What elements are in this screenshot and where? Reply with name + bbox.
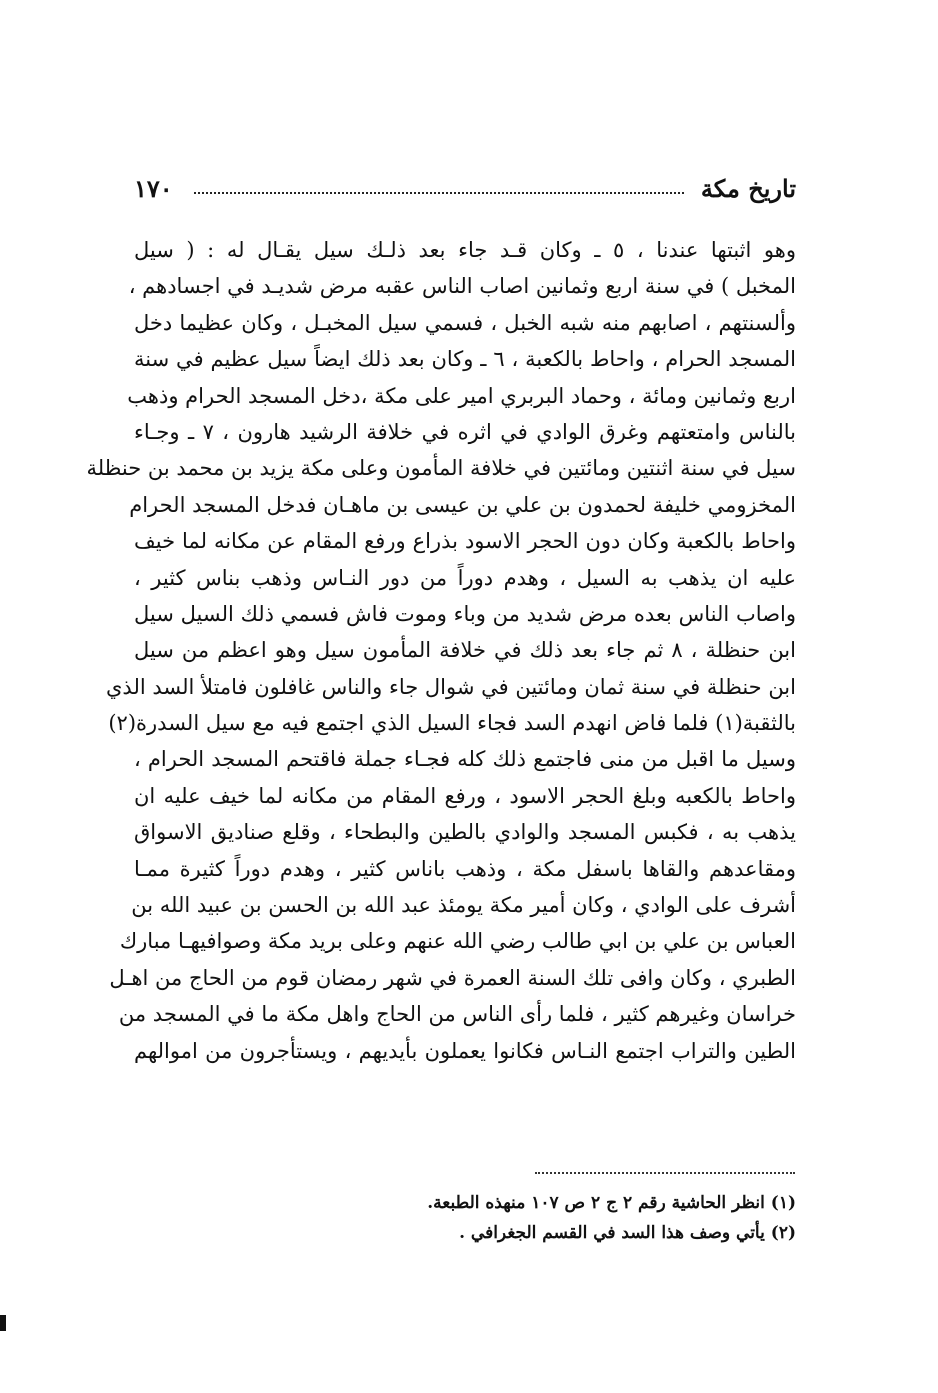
text-line: اربع وثمانين ومائة ، وحماد البربري امير على مكة ،دخل المسجد الحرام وذهب: [127, 383, 796, 408]
text-line: المسجد الحرام ، واحاط بالكعبة ، ٦ ـ وكان بعد ذلك ايضاً سيل عظيم في سنة: [134, 347, 796, 372]
text-line: وألسنتهم ، اصابهم منه شبه الخبل ، فسمي سيل المخبـل ، وكان عظيما دخل: [134, 310, 796, 335]
text-line: خراسان وغيرهم كثير ، فلما رأى الناس من الحاج واهل مكة ما في المسجد من: [118, 1002, 796, 1027]
text-line: وسيل ما اقبل من منى فاجتمع ذلك كله فجـاء جملة فاقتحم المسجد الحرام ،: [134, 747, 796, 772]
running-header: [134, 172, 796, 212]
header-dotted-leader: [194, 192, 684, 194]
text-line: ومقاعدهم والقاها باسفل مكة ، وذهب باناس كثير ، وهدم دوراً كثيرة ممـا: [134, 856, 796, 881]
text-line: واحاط بالكعبه وبلغ الحجر الاسود ، ورفع المقام من مكانه لما خيف عليه ان: [134, 783, 796, 808]
text-line: بالثقبة(١) فلما فاض انهدم السد فجاء السيل الذي اجتمع فيه مع سيل السدرة(٢): [108, 711, 796, 736]
page-number: ١٧٠: [134, 174, 173, 203]
footnotes: [134, 1188, 796, 1248]
text-line: يذهب به ، فكبس المسجد والوادي بالطين والبطحاء ، وقلع صناديق الاسواق: [134, 820, 796, 845]
text-line: عليه ان يذهب به السيل ، وهدم دوراً من دور النـاس وذهب بناس كثير ،: [134, 565, 796, 590]
text-line: ابن حنظلة ، ٨ ثم جاء بعد ذلك في خلافة المأمون سيل وهو اعظم من سيل: [134, 638, 796, 663]
footnote-separator: [535, 1172, 795, 1174]
text-line: العباس بن علي بن ابي طالب رضي الله عنهم وعلى بريد مكة وصوافيهـا مبارك: [119, 929, 796, 954]
text-line: المخبل ) في سنة اربع وثمانين اصاب الناس عقبه مرض شديـد في اجسادهم ،: [128, 274, 796, 299]
text-line: سيل في سنة اثنتين ومائتين في خلافة المأمون وعلى مكة يزيد بن محمد بن حنظلة: [86, 456, 796, 481]
scan-edge-mark: [0, 1315, 6, 1331]
text-line: وهو اثبتها عندنا ، ٥ ـ وكان قـد جاء بعد ذلـك سيل يقـال له : ( سيل: [134, 238, 796, 262]
footnote-2: (٢) يأتي وصف هذا السد في القسم الجغرافي .: [459, 1223, 796, 1243]
text-line: ابن حنظلة في سنة ثمان ومائتين في شوال جاء والناس غافلون فامتلأ السد الذي: [106, 674, 796, 699]
text-line: الطين والتراب اجتمع النـاس فكانوا يعملون بأيديهم ، ويستأجرون من اموالهم: [134, 1038, 796, 1063]
text-line: واحاط بالكعبة وكان دون الحجر الاسود بذراع ورفع المقام عن مكانه لما خيف: [134, 529, 796, 554]
main-text: [86, 232, 796, 1069]
text-line: بالناس وامتعتهم وغرق الوادي في اثره في خلافة الرشيد هارون ، ٧ ـ وجـاء: [134, 419, 796, 444]
text-line: واصاب الناس بعده مرض شديد من وباء وموت فاش فسمي ذلك السيل سيل: [134, 601, 796, 626]
running-title: تاريخ مكة: [700, 174, 796, 203]
footnote-1: (١) انظر الحاشية رقم ٢ ج ٢ ص ١٠٧ منهذه الطبعة.: [427, 1193, 796, 1213]
text-line: أشرف على الوادي ، وكان أمير مكة يومئذ عبد الله بن الحسن بن عبيد الله بن: [131, 893, 796, 918]
text-line: المخزومي خليفة لحمدون بن علي بن عيسى بن ماهـان فدخل المسجد الحرام: [129, 492, 796, 517]
text-line: الطبري ، وكان وافى تلك السنة العمرة في شهر رمضان قوم من الحاج من اهـل: [109, 965, 796, 990]
